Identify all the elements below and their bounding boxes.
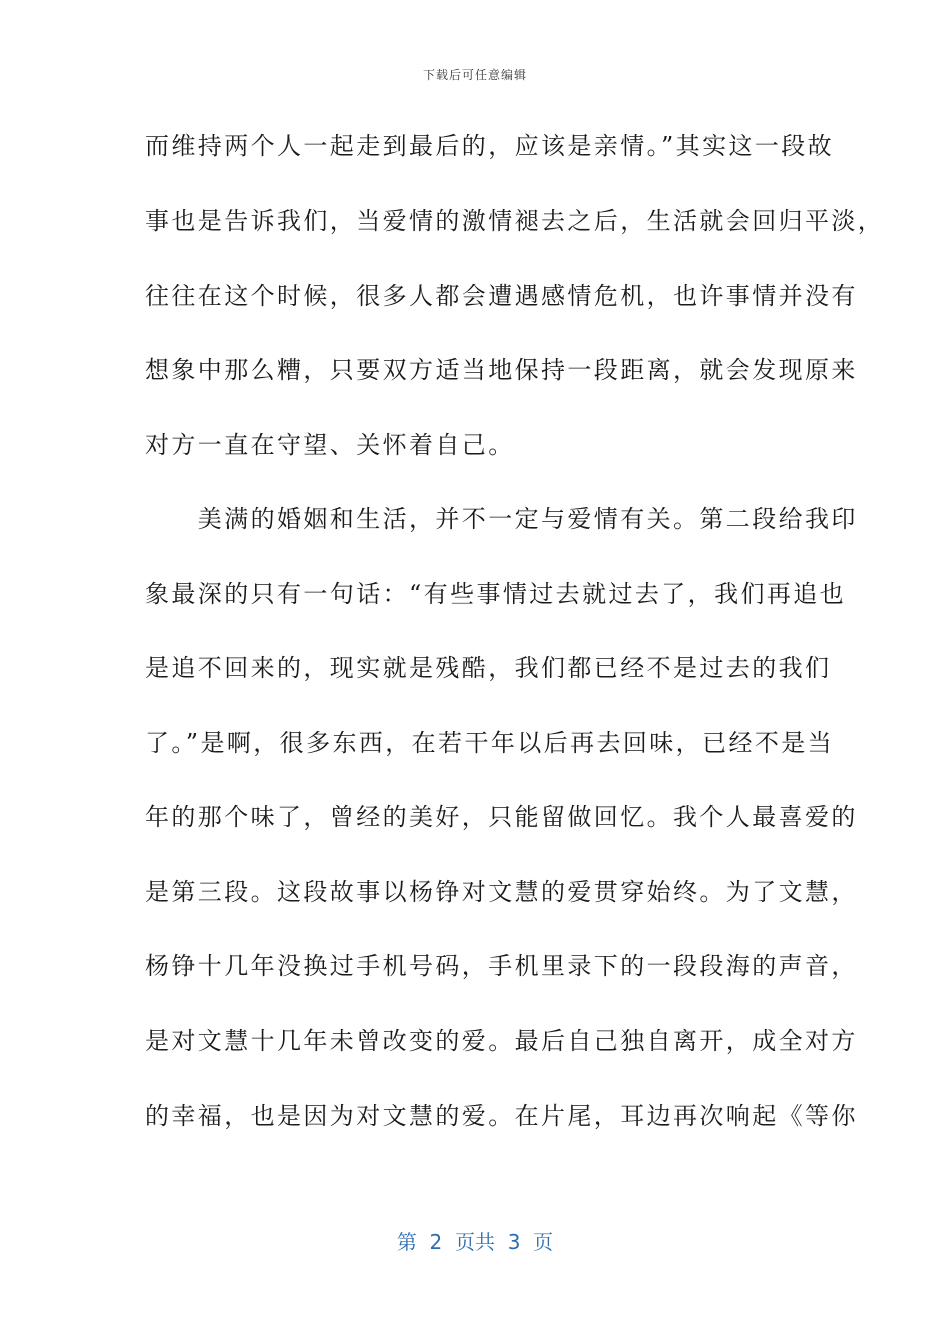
text-line: 的幸福，也是因为对文慧的爱。在片尾，耳边再次响起《等你 [145, 1102, 858, 1130]
page-number: 第 2 页共 3 页 [396, 1230, 554, 1254]
text-line: 事也是告诉我们，当爱情的激情褪去之后，生活就会回归平淡， [145, 207, 885, 235]
text-line: 是第三段。这段故事以杨铮对文慧的爱贯穿始终。为了文慧， [145, 878, 858, 906]
text-line: 想象中那么糟，只要双方适当地保持一段距离，就会发现原来 [145, 356, 858, 384]
page-header: 下载后可任意编辑 [422, 68, 527, 82]
text-line: 了。”是啊，很多东西，在若干年以后再去回味，已经不是当 [145, 729, 835, 757]
text-line: 而维持两个人一起走到最后的，应该是亲情。”其实这一段故 [145, 132, 835, 160]
text-line: 是对文慧十几年未曾改变的爱。最后自己独自离开，成全对方 [145, 1027, 858, 1055]
text-line: 美满的婚姻和生活，并不一定与爱情有关。第二段给我印 [145, 505, 858, 533]
text-line: 杨铮十几年没换过手机号码，手机里录下的一段段海的声音， [145, 952, 858, 980]
text-line: 对方一直在守望、关怀着自己。 [145, 431, 515, 459]
text-line: 是追不回来的，现实就是残酷，我们都已经不是过去的我们 [145, 654, 832, 682]
text-line: 年的那个味了，曾经的美好，只能留做回忆。我个人最喜爱的 [145, 803, 858, 831]
text-line: 往往在这个时候，很多人都会遭遇感情危机，也许事情并没有 [145, 282, 858, 310]
text-line: 象最深的只有一句话：“有些事情过去就过去了，我们再追也 [145, 580, 847, 608]
